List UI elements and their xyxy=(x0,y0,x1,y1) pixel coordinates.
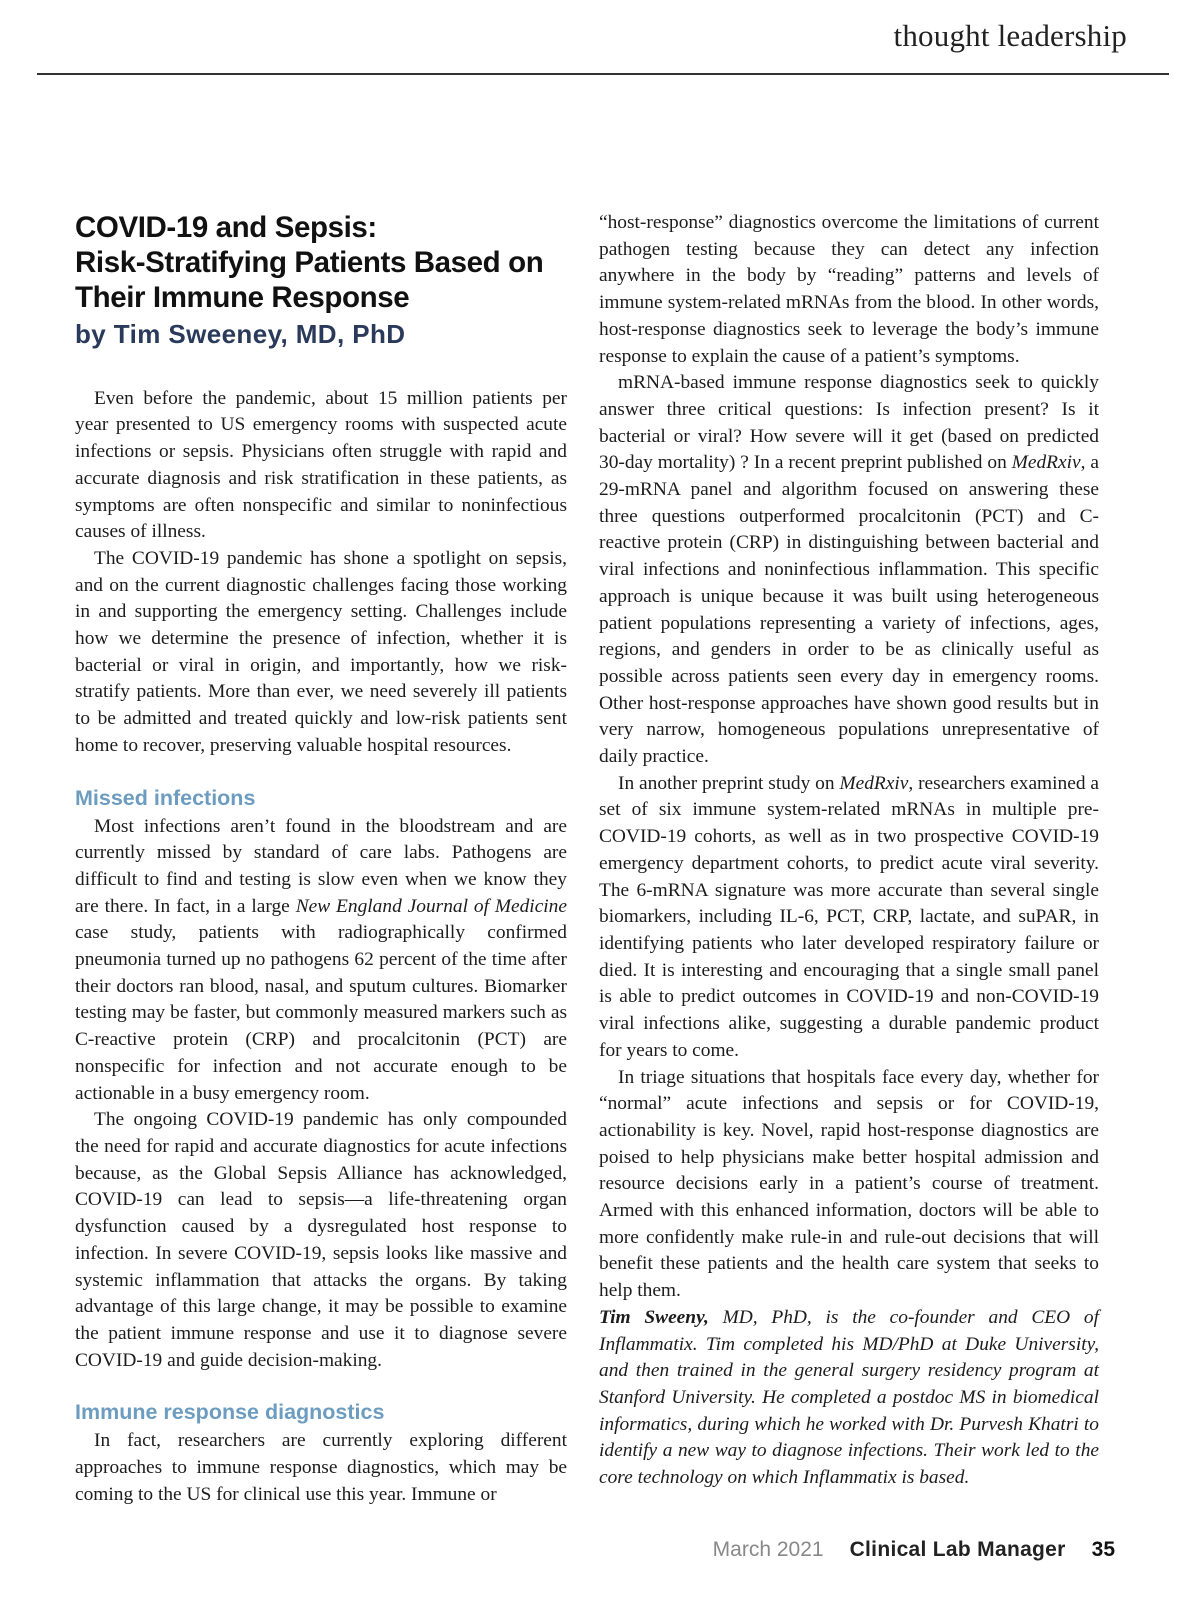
page-number: 35 xyxy=(1091,1538,1115,1561)
intro-paragraph: The COVID-19 pandemic has shone a spotlight on sepsis, and on the current diagnostic challenges facing those working in and supporting the emergency setting. Challenges include how we determine the presence of infection, whether it is bacterial or viral in origin, and importantly, how we risk-stratify patients. More than ever, we need severely ill patients to be admitted and treated quickly and low-risk patients sent home to recover, preserving valuable hospital resources. xyxy=(75,547,567,756)
body-paragraph: In triage situations that hospitals face every day, whether for “normal” acute infections and sepsis or for COVID-19, actionability is key. Novel, rapid host-response diagnostics are poised to help physicians make better hospital admission and resource decisions early in a patient’s course of treatment. Armed with this enhanced information, doctors will be able to more confidently make rule-in and rule-out decisions that will benefit these patients and the health care system that seeks to help them. xyxy=(599,1066,1099,1302)
body-paragraph xyxy=(75,814,567,1108)
text-run: case study, patients with radiographically confirmed pneumonia turned up no pathogens 62 percent of the time after their doctors ran blood, nasal, and sputum cultures. Biomarker testing may be faster, but commonly measured markers such as C-reactive protein (CRP) and procalcitonin (PCT) are nonspecific for infection and not accurate enough to be actionable in a busy emergency room. xyxy=(75,922,567,1104)
text-run: Most infections aren’t found in the bloodstream and are currently missed by standard of care labs. Pathogens are difficult to find and testing is slow even when we know they are there. In fact, in a large xyxy=(75,815,567,917)
issue-date: March 2021 xyxy=(712,1538,824,1561)
title-line: Their Immune Response xyxy=(75,281,410,314)
source-name: MedRxiv xyxy=(1011,452,1081,474)
author-bio xyxy=(599,1305,1099,1492)
section-heading-immune-response: Immune response diagnostics xyxy=(75,1400,385,1425)
source-name: MedRxiv xyxy=(839,772,909,794)
right-column xyxy=(599,210,1099,1492)
publication-name: Clinical Lab Manager xyxy=(849,1538,1066,1561)
header-rule xyxy=(37,73,1169,75)
body-paragraph: The ongoing COVID-19 pandemic has only compounded the need for rapid and accurate diagnostics for acute infections because, as the Global Sepsis Alliance has acknowledged, COVID-19 can lead to sepsis—a life-threatening organ dysfunction caused by a dysregulated host response to infection. In severe COVID-19, sepsis looks like massive and systemic inflammation that attacks the organs. By taking advantage of this large change, it may be possible to examine the patient immune response and use it to diagnose severe COVID-19 and guide decision-making. xyxy=(75,1109,567,1371)
page-footer xyxy=(713,1538,1115,1562)
body-paragraph xyxy=(599,771,1099,1065)
text-run: , researchers examined a set of six immune system-related mRNAs in multiple pre-COVID-19 cohorts, as well as in two prospective COVID-19 emergency department cohorts, to predict acute viral severity. The 6-mRNA signature was more accurate than several single biomarkers, including IL-6, PCT, CRP, lactate, and suPAR, in identifying patients who later developed respiratory failure or died. It is interesting and encouraging that a single small panel is able to predict outcomes in COVID-19 and non-COVID-19 viral infections alike, suggesting a durable pandemic product for years to come. xyxy=(599,772,1099,1061)
article-title xyxy=(75,210,567,315)
body-paragraph: In fact, researchers are currently exploring different approaches to immune response diagnostics, which may be coming to the US for clinical use this year. Immune or xyxy=(75,1430,567,1505)
text-run: , a 29-mRNA panel and algorithm focused on answering these three questions outperformed procalcitonin (PCT) and C-reactive protein (CRP) in distinguishing between bacterial and viral infections and noninfectious inflammation. This specific approach is unique because it was built using heterogeneous patient populations representing a variety of infections, ages, regions, and genders in order to be as clinically useful as possible across patients seen every day in emergency rooms. Other host-response approaches have shown good results but in very narrow, homogeneous populations unrepresentative of daily practice. xyxy=(599,452,1099,768)
journal-name: New England Journal of Medicine xyxy=(295,895,567,917)
body-paragraph xyxy=(599,370,1099,771)
text-run: In another preprint study on xyxy=(618,772,840,794)
left-column xyxy=(75,210,567,1508)
bio-text: MD, PhD, is the co-founder and CEO of Inflammatix. Tim completed his MD/PhD at Duke University, and then trained in the general surgery residency program at Stanford University. He completed a postdoc MS in biomedical informatics, during which he worked with Dr. Purvesh Khatri to identify a new way to diagnose infections. Their work led to the core technology on which Inflammatix is based. xyxy=(599,1306,1099,1489)
title-line: COVID-19 and Sepsis: xyxy=(75,211,377,244)
byline: by Tim Sweeney, MD, PhD xyxy=(75,319,406,349)
text-run: mRNA-based immune response diagnostics seek to quickly answer three critical questions: Is infection present? Is it bacterial or viral? How severe will it get (based on predicted 30-day mortality) ? In a recent preprint published on xyxy=(599,372,1099,474)
intro-paragraph: Even before the pandemic, about 15 million patients per year presented to US emergency rooms with suspected acute infections or sepsis. Physicians often struggle with rapid and accurate diagnosis and risk stratification in these patients, as symptoms are often nonspecific and similar to noninfectious causes of illness. xyxy=(75,387,567,543)
author-name: Tim Sweeny, xyxy=(599,1306,709,1328)
section-heading-missed-infections: Missed infections xyxy=(75,785,256,810)
section-tag: thought leadership xyxy=(893,18,1127,53)
body-paragraph: “host-response” diagnostics overcome the limitations of current pathogen testing because they can detect any infection anywhere in the body by “reading” patterns and levels of immune system-related mRNAs from the blood. In other words, host-response diagnostics seek to leverage the body’s immune response to explain the cause of a patient’s symptoms. xyxy=(599,212,1099,367)
title-line: Risk-Stratifying Patients Based on xyxy=(75,246,544,279)
